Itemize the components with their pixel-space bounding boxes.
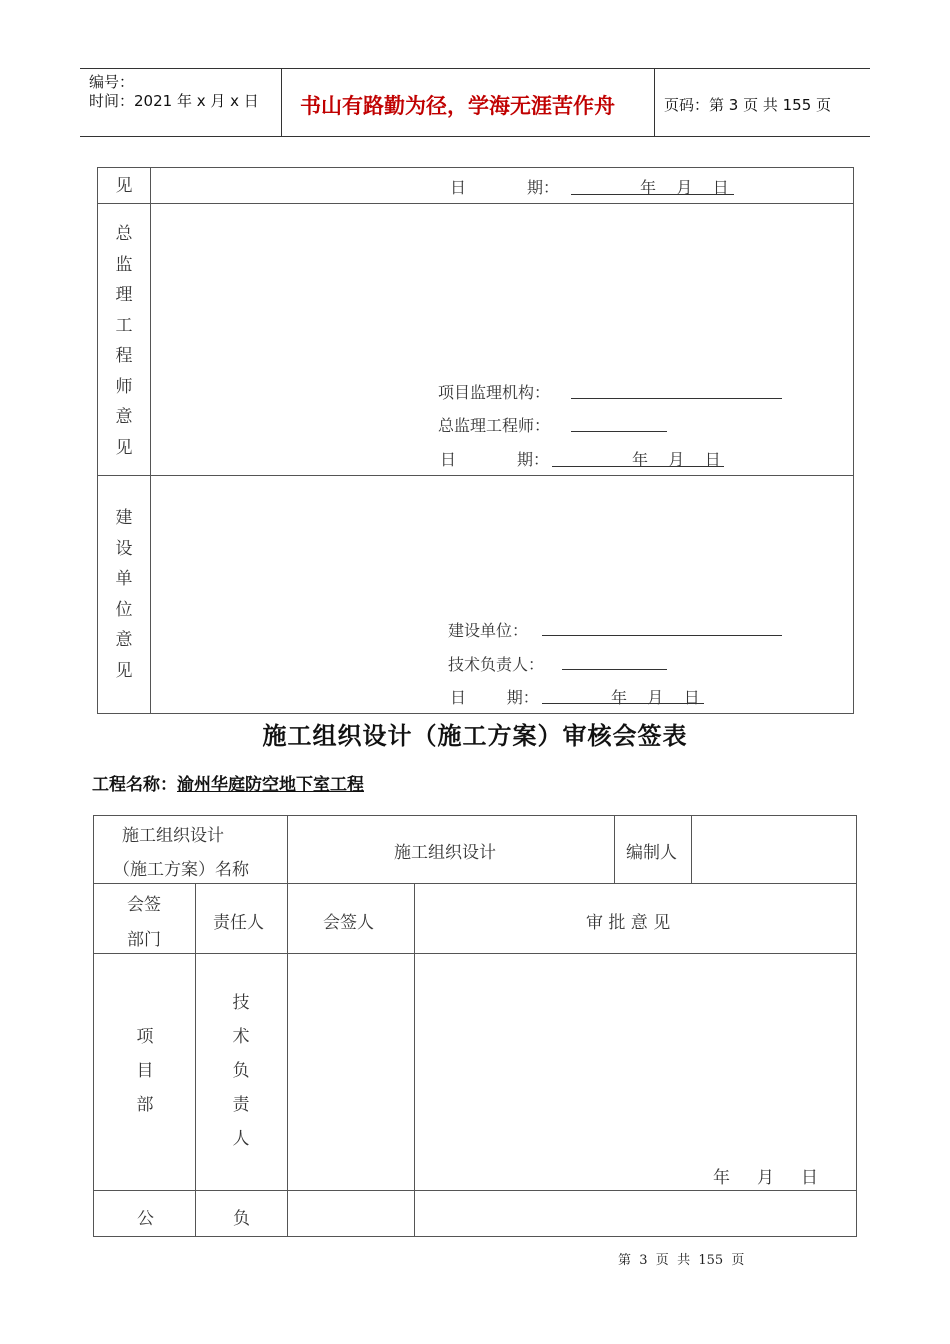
project-label: 工程名称： bbox=[92, 775, 177, 795]
date-value: 年 月 日 bbox=[640, 178, 729, 197]
date-label: 日 期： bbox=[440, 450, 550, 469]
sign-table-rule bbox=[93, 883, 857, 884]
sign-table-rule bbox=[195, 883, 196, 1237]
upper-form-column-divider bbox=[150, 167, 151, 714]
sign-table-rule bbox=[614, 815, 615, 884]
label-char: 位 bbox=[115, 599, 133, 620]
label-char: 单 bbox=[115, 569, 133, 589]
page-info: 页码：第 3 页 共 155 页 bbox=[664, 96, 832, 114]
signer-field[interactable] bbox=[288, 954, 414, 1190]
time-label: 时间：2021 年 x 月 x 日 bbox=[89, 92, 259, 110]
upper-form-row-divider bbox=[97, 475, 854, 476]
label-char: 意 bbox=[115, 407, 133, 427]
header-bottom-rule bbox=[80, 136, 870, 137]
row-dept-cell bbox=[130, 1020, 160, 1122]
label-char: 意 bbox=[115, 630, 133, 650]
tech-lead-field[interactable] bbox=[562, 669, 667, 670]
dept-char: 目 bbox=[136, 1061, 154, 1081]
col-dept-header: 部门 bbox=[127, 930, 161, 950]
page-footer: 第 3 页 共 155 页 bbox=[618, 1253, 745, 1268]
label-char: 理 bbox=[115, 285, 133, 305]
compiler-label: 编制人 bbox=[626, 843, 677, 863]
chief-supervisor-label bbox=[109, 219, 139, 463]
row-jian-label: 见 bbox=[115, 176, 133, 196]
label-char: 设 bbox=[115, 538, 133, 559]
col-responsible-header: 责任人 bbox=[213, 913, 264, 933]
resp-char: 术 bbox=[232, 1027, 250, 1047]
col-signer-header: 会签人 bbox=[323, 913, 374, 933]
header-divider bbox=[281, 68, 282, 136]
dept-char: 项 bbox=[136, 1027, 154, 1047]
project-value: 渝州华庭防空地下室工程 bbox=[177, 775, 364, 795]
label-char: 见 bbox=[115, 437, 133, 458]
owner-unit-label: 建设单位： bbox=[448, 621, 529, 640]
compiler-field[interactable] bbox=[692, 816, 856, 883]
date-value: 年 月 日 bbox=[611, 688, 700, 707]
row-dept-cell: 公 bbox=[137, 1209, 154, 1229]
label-char: 程 bbox=[115, 346, 133, 366]
date-label: 日 期： bbox=[450, 688, 539, 707]
opinion-date: 年 月 日 bbox=[713, 1168, 819, 1188]
sign-table-rule bbox=[93, 1190, 857, 1191]
chief-engineer-field[interactable] bbox=[571, 431, 667, 432]
project-name bbox=[92, 770, 364, 795]
resp-char: 责 bbox=[232, 1095, 250, 1115]
date-value: 年 月 日 bbox=[632, 450, 721, 469]
label-char: 工 bbox=[115, 315, 133, 336]
opinion-field[interactable] bbox=[415, 954, 856, 1190]
resp-char: 负 bbox=[232, 1061, 250, 1081]
label-char: 监 bbox=[115, 254, 133, 275]
col-dept-header: 会签 bbox=[127, 895, 161, 915]
plan-name-label: （施工方案）名称 bbox=[113, 860, 249, 880]
label-char: 建 bbox=[115, 508, 133, 528]
resp-char: 人 bbox=[232, 1129, 250, 1149]
header-top-rule bbox=[80, 68, 870, 69]
upper-form-row-divider bbox=[97, 203, 854, 204]
owner-label bbox=[109, 503, 139, 686]
date-label: 日 期： bbox=[450, 178, 560, 197]
serial-label: 编号： bbox=[89, 73, 135, 91]
label-char: 师 bbox=[115, 376, 133, 397]
page-title: 施工组织设计（施工方案）审核会签表 bbox=[262, 722, 688, 750]
owner-unit-field[interactable] bbox=[542, 635, 782, 636]
resp-char: 技 bbox=[232, 993, 250, 1013]
dept-char: 部 bbox=[136, 1095, 154, 1115]
label-char: 见 bbox=[115, 660, 133, 681]
motto: 书山有路勤为径，学海无涯苦作舟 bbox=[300, 94, 615, 118]
supervision-org-field[interactable] bbox=[571, 398, 782, 399]
supervision-org-label: 项目监理机构： bbox=[438, 383, 551, 402]
plan-name-value: 施工组织设计 bbox=[394, 843, 496, 863]
tech-lead-label: 技术负责人： bbox=[448, 655, 545, 674]
row-responsible-cell: 负 bbox=[233, 1209, 250, 1229]
plan-name-label: 施工组织设计 bbox=[122, 826, 224, 846]
col-opinion-header: 审 批 意 见 bbox=[586, 913, 671, 933]
label-char: 总 bbox=[115, 224, 133, 244]
header-divider bbox=[654, 68, 655, 136]
row-responsible-cell bbox=[226, 986, 256, 1156]
chief-engineer-label: 总监理工程师： bbox=[438, 416, 551, 435]
